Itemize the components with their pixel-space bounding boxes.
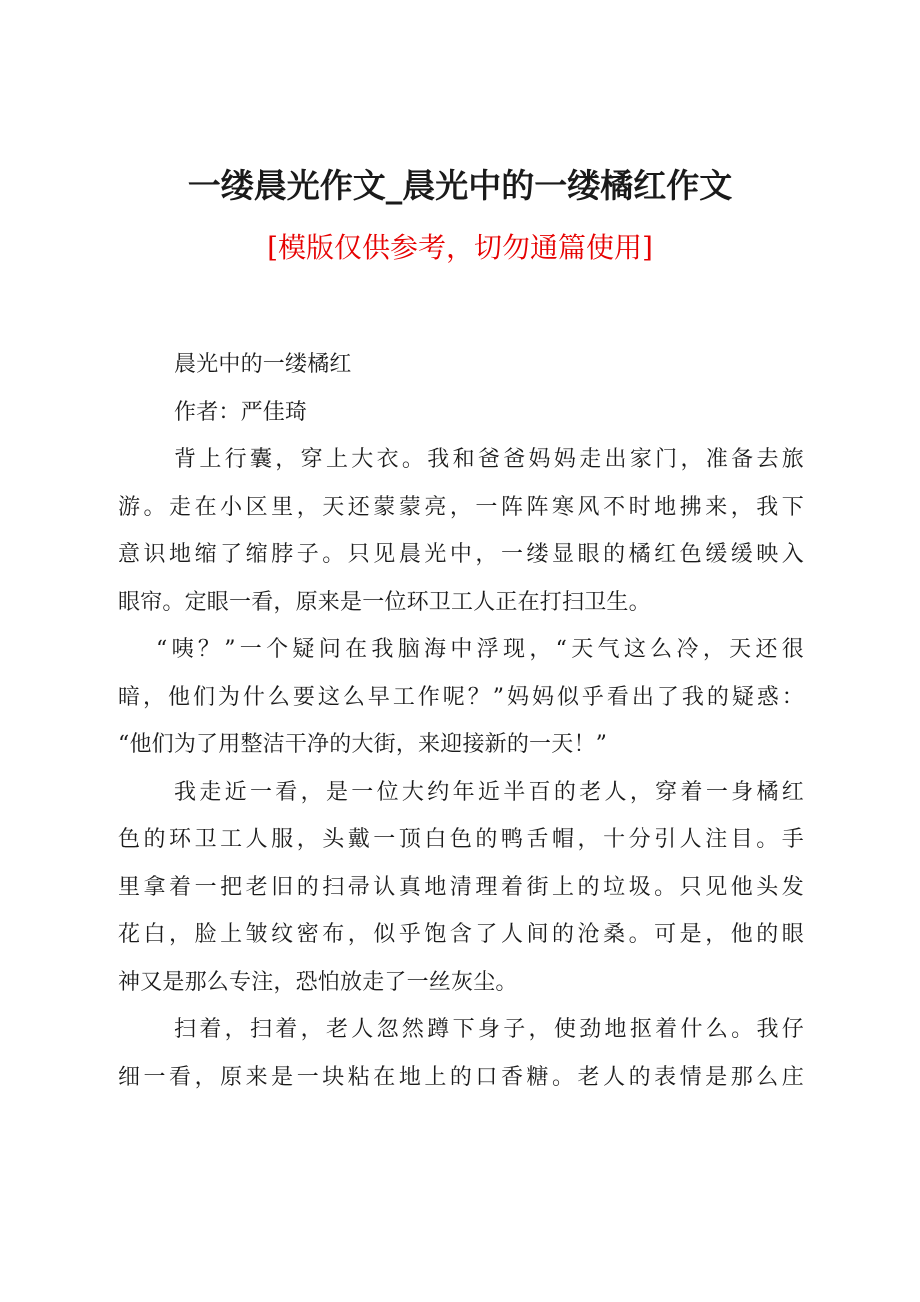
paragraph-line: 游。走在小区里，天还蒙蒙亮，一阵阵寒风不时地拂来，我下	[118, 494, 804, 520]
paragraph-line: 色的环卫工人服，头戴一顶白色的鸭舌帽，十分引人注目。手	[118, 827, 804, 852]
paragraph-line: 我走近一看，是一位大约年近半百的老人，穿着一身橘红	[174, 779, 804, 805]
paragraph-line: 神又是那么专注，恐怕放走了一丝灰尘。	[118, 969, 518, 995]
paragraph-line: 花白，脸上皱纹密布，似乎饱含了人间的沧桑。可是，他的眼	[118, 922, 804, 947]
paragraph-line: 意识地缩了缩脖子。只见晨光中，一缕显眼的橘红色缓缓映入	[118, 542, 804, 567]
document-title: 一缕晨光作文_晨光中的一缕橘红作文	[187, 166, 733, 205]
paragraph-line: 眼帘。定眼一看，原来是一位环卫工人正在打扫卫生。	[118, 589, 651, 615]
paragraph-line: 细一看，原来是一块粘在地上的口香糖。老人的表情是那么庄	[118, 1064, 804, 1090]
paragraph-line: 里拿着一把老旧的扫帚认真地清理着街上的垃圾。只见他头发	[118, 874, 804, 900]
article-author: 作者：严佳琦	[174, 399, 308, 425]
paragraph-line: 扫着，扫着，老人忽然蹲下身子，使劲地抠着什么。我仔	[174, 1017, 804, 1042]
paragraph-line: “他们为了用整洁干净的大街，来迎接新的一天！”	[118, 732, 608, 757]
article-body	[118, 341, 804, 1101]
paragraph-line: 暗，他们为什么要这么早工作呢？”妈妈似乎看出了我的疑惑：	[118, 684, 804, 710]
paragraph-line: “咦？”一个疑问在我脑海中浮现，“天气这么冷，天还很	[156, 637, 804, 662]
paragraph-line: 背上行囊，穿上大衣。我和爸爸妈妈走出家门，准备去旅	[174, 447, 804, 472]
article-heading: 晨光中的一缕橘红	[174, 352, 352, 377]
template-notice: [模版仅供参考，切勿通篇使用]	[267, 231, 653, 264]
